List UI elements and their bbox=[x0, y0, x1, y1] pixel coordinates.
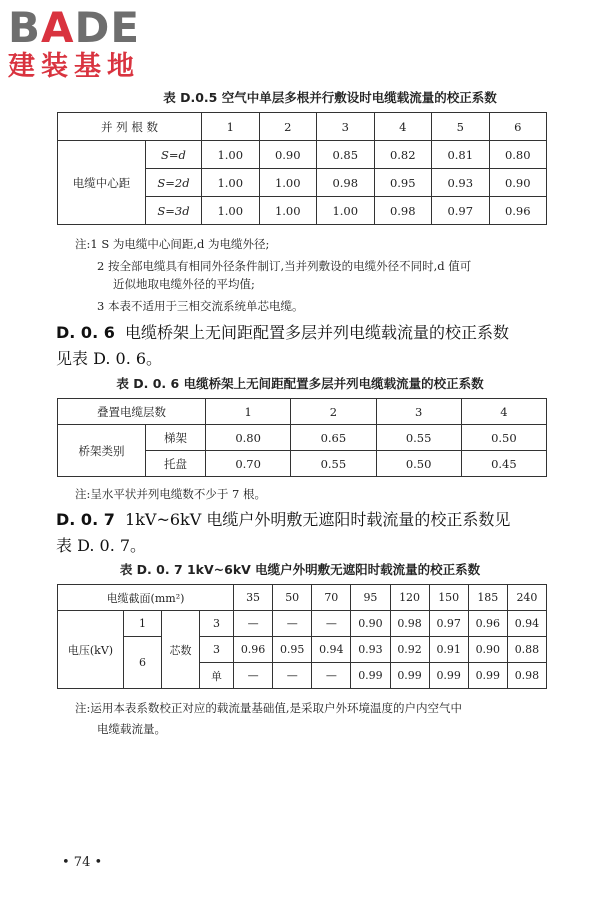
table-d05-note-3: 3 本表不适用于三相交流系统单芯电缆。 bbox=[97, 299, 304, 313]
value-cell: 0.90 bbox=[351, 611, 390, 637]
value-cell: — bbox=[234, 611, 273, 637]
row-label: S=d bbox=[146, 141, 202, 169]
value-cell: 0.98 bbox=[507, 663, 546, 689]
layer-cell: 1 bbox=[206, 399, 291, 425]
header-section-label: 电缆截面(mm²) bbox=[58, 585, 234, 611]
value-cell: 1.00 bbox=[202, 197, 260, 225]
row-label: 托盘 bbox=[146, 451, 206, 477]
voltage-1: 1 bbox=[124, 611, 162, 637]
section-cell: 35 bbox=[234, 585, 273, 611]
value-cell: — bbox=[312, 611, 351, 637]
value-cell: 1.00 bbox=[259, 197, 317, 225]
value-cell: 1.00 bbox=[202, 169, 260, 197]
logo-chinese: 建装基地 bbox=[8, 51, 140, 82]
value-cell: 0.99 bbox=[351, 663, 390, 689]
core-cell: 3 bbox=[200, 637, 234, 663]
table-d05-note-2: 2 按全部电缆具有相同外径条件制订,当并列敷设的电缆外径不同时,d 值可 bbox=[97, 259, 472, 273]
group-label: 桥架类别 bbox=[58, 425, 146, 477]
table-d07-note-1: 注:运用本表系数校正对应的载流量基础值,是采取户外环境温度的户内空气中 bbox=[75, 701, 463, 715]
header-layers-label: 叠置电缆层数 bbox=[58, 399, 206, 425]
value-cell: 0.90 bbox=[468, 637, 507, 663]
section-cell: 95 bbox=[351, 585, 390, 611]
layer-cell: 3 bbox=[376, 399, 461, 425]
clause-text: 1kV~6kV 电缆户外明敷无遮阳时载流量的校正系数见 bbox=[125, 510, 511, 529]
bade-logo bbox=[8, 3, 178, 82]
value-cell: 0.90 bbox=[489, 169, 547, 197]
row-label: S=2d bbox=[146, 169, 202, 197]
value-cell: 0.99 bbox=[390, 663, 429, 689]
value-cell: 0.93 bbox=[432, 169, 490, 197]
section-cell: 70 bbox=[312, 585, 351, 611]
table-d05-note-2-cont: 近似地取电缆外径的平均值; bbox=[113, 277, 255, 291]
value-cell: 0.80 bbox=[489, 141, 547, 169]
value-cell: 0.45 bbox=[461, 451, 546, 477]
value-cell: 1.00 bbox=[202, 141, 260, 169]
value-cell: 0.95 bbox=[273, 637, 312, 663]
core-label: 芯数 bbox=[162, 611, 200, 689]
value-cell: 0.90 bbox=[259, 141, 317, 169]
value-cell: 0.81 bbox=[432, 141, 490, 169]
value-cell: 0.96 bbox=[489, 197, 547, 225]
clause-text-cont: 表 D. 0. 7。 bbox=[56, 536, 147, 555]
value-cell: — bbox=[312, 663, 351, 689]
clause-number: D. 0. 6 bbox=[56, 323, 115, 342]
value-cell: — bbox=[273, 611, 312, 637]
value-cell: 0.98 bbox=[374, 197, 432, 225]
count-cell: 4 bbox=[374, 113, 432, 141]
value-cell: 0.50 bbox=[461, 425, 546, 451]
row-group-label: 电缆中心距 bbox=[58, 141, 146, 225]
core-cell: 3 bbox=[200, 611, 234, 637]
value-cell: 0.94 bbox=[312, 637, 351, 663]
value-cell: 1.00 bbox=[259, 169, 317, 197]
table-d07-caption: 表 D. 0. 7 1kV~6kV 电缆户外明敷无遮阳时载流量的校正系数 bbox=[119, 562, 481, 577]
count-cell: 5 bbox=[432, 113, 490, 141]
value-cell: — bbox=[273, 663, 312, 689]
logo-letter-b: B bbox=[8, 3, 42, 52]
value-cell: 1.00 bbox=[317, 197, 375, 225]
voltage-6: 6 bbox=[124, 637, 162, 689]
layer-cell: 4 bbox=[461, 399, 546, 425]
table-d07-note-2: 电缆载流量。 bbox=[97, 722, 166, 736]
table-d07 bbox=[57, 584, 547, 689]
row-label: 梯架 bbox=[146, 425, 206, 451]
value-cell: 0.50 bbox=[376, 451, 461, 477]
section-cell: 185 bbox=[468, 585, 507, 611]
value-cell: 0.99 bbox=[429, 663, 468, 689]
value-cell: 0.85 bbox=[317, 141, 375, 169]
value-cell: — bbox=[234, 663, 273, 689]
clause-text-cont: 见表 D. 0. 6。 bbox=[56, 349, 163, 368]
section-cell: 150 bbox=[429, 585, 468, 611]
table-d05 bbox=[57, 112, 547, 225]
value-cell: 0.94 bbox=[507, 611, 546, 637]
value-cell: 0.80 bbox=[206, 425, 291, 451]
value-cell: 0.82 bbox=[374, 141, 432, 169]
value-cell: 0.97 bbox=[429, 611, 468, 637]
count-cell: 1 bbox=[202, 113, 260, 141]
clause-number: D. 0. 7 bbox=[56, 510, 115, 529]
section-cell: 50 bbox=[273, 585, 312, 611]
clause-text: 电缆桥架上无间距配置多层并列电缆载流量的校正系数 bbox=[125, 323, 510, 342]
value-cell: 0.55 bbox=[291, 451, 376, 477]
page-number: • 74 • bbox=[62, 855, 103, 870]
section-cell: 120 bbox=[390, 585, 429, 611]
voltage-label: 电压(kV) bbox=[58, 611, 124, 689]
table-d06-caption: 表 D. 0. 6 电缆桥架上无间距配置多层并列电缆载流量的校正系数 bbox=[116, 376, 484, 391]
core-cell: 单 bbox=[200, 663, 234, 689]
value-cell: 0.91 bbox=[429, 637, 468, 663]
header-count-label: 并 列 根 数 bbox=[58, 113, 202, 141]
value-cell: 0.96 bbox=[468, 611, 507, 637]
layer-cell: 2 bbox=[291, 399, 376, 425]
logo-letter-a: A bbox=[41, 3, 75, 52]
value-cell: 0.88 bbox=[507, 637, 546, 663]
value-cell: 0.97 bbox=[432, 197, 490, 225]
paragraph-d06 bbox=[56, 320, 556, 372]
value-cell: 0.92 bbox=[390, 637, 429, 663]
value-cell: 0.95 bbox=[374, 169, 432, 197]
value-cell: 0.93 bbox=[351, 637, 390, 663]
count-cell: 6 bbox=[489, 113, 547, 141]
value-cell: 0.99 bbox=[468, 663, 507, 689]
value-cell: 0.70 bbox=[206, 451, 291, 477]
value-cell: 0.98 bbox=[317, 169, 375, 197]
value-cell: 0.65 bbox=[291, 425, 376, 451]
paragraph-d07 bbox=[56, 507, 556, 559]
value-cell: 0.55 bbox=[376, 425, 461, 451]
count-cell: 2 bbox=[259, 113, 317, 141]
table-d05-note-1: 注:1 S 为电缆中心间距,d 为电缆外径; bbox=[75, 237, 270, 251]
table-d06-note: 注:呈水平状并列电缆数不少于 7 根。 bbox=[75, 487, 267, 501]
value-cell: 0.96 bbox=[234, 637, 273, 663]
table-d06 bbox=[57, 398, 547, 477]
logo-wordmark bbox=[8, 3, 178, 52]
row-label: S=3d bbox=[146, 197, 202, 225]
value-cell: 0.98 bbox=[390, 611, 429, 637]
table-d05-caption: 表 D.0.5 空气中单层多根并行敷设时电缆载流量的校正系数 bbox=[163, 90, 497, 105]
logo-letters-de: DE bbox=[74, 3, 141, 52]
count-cell: 3 bbox=[317, 113, 375, 141]
section-cell: 240 bbox=[507, 585, 546, 611]
